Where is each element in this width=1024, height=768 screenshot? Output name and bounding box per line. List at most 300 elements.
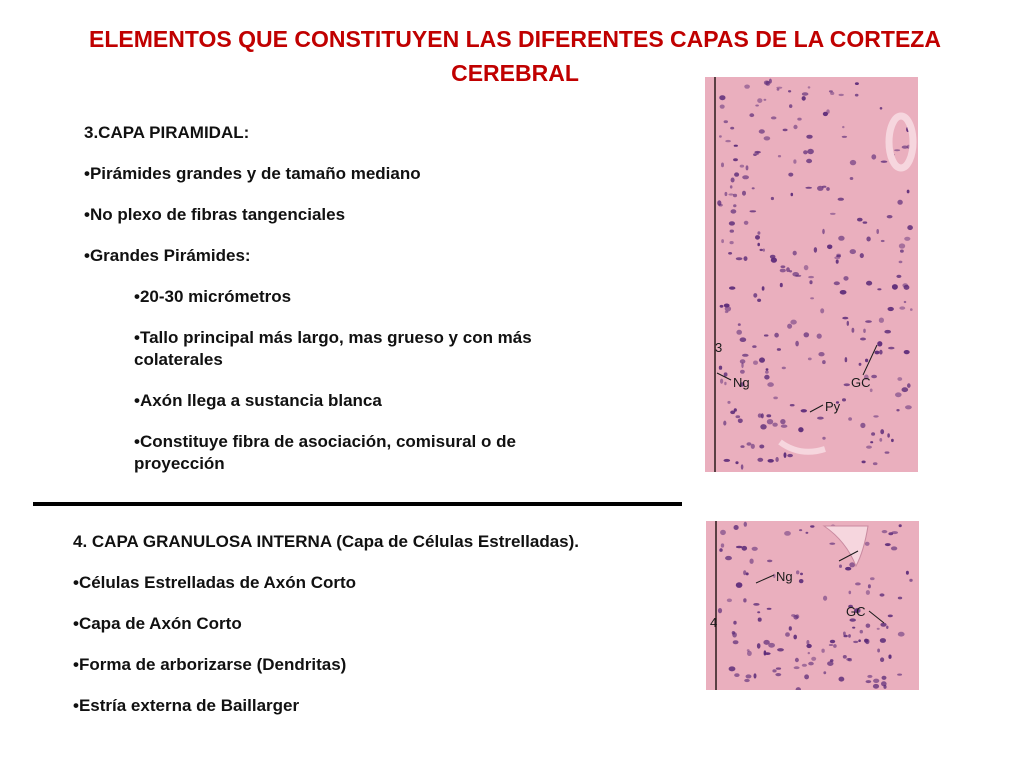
cell-nucleus [795, 341, 799, 347]
cell-nucleus [768, 643, 775, 648]
section3-sub-bullet: •Axón llega a sustancia blanca [134, 391, 382, 410]
cell-nucleus [719, 548, 722, 552]
cell-nucleus [852, 328, 855, 333]
cell-nucleus [740, 165, 744, 168]
cell-nucleus [752, 547, 758, 551]
cell-nucleus [880, 107, 883, 110]
cell-nucleus [863, 329, 866, 333]
cell-nucleus [754, 151, 760, 154]
cell-nucleus [719, 95, 725, 100]
cell-nucleus [800, 573, 803, 576]
micrograph-layer-3 [705, 77, 918, 472]
label-ng: Ng [733, 375, 750, 390]
cell-nucleus [873, 679, 879, 683]
cell-nucleus [793, 635, 797, 640]
cell-nucleus [896, 409, 899, 411]
cell-nucleus [810, 297, 814, 299]
cell-nucleus [733, 621, 736, 625]
cell-nucleus [720, 379, 723, 384]
section4-bullet: •Células Estrelladas de Axón Corto [73, 573, 357, 592]
cell-nucleus [790, 320, 796, 325]
cell-nucleus [757, 243, 760, 247]
cell-nucleus [804, 332, 810, 337]
cell-nucleus [865, 542, 870, 546]
label-py: Py [825, 399, 841, 414]
cell-nucleus [736, 415, 741, 418]
cell-nucleus [888, 615, 893, 618]
cell-nucleus [803, 150, 808, 154]
cell-nucleus [757, 458, 763, 462]
cell-nucleus [844, 383, 850, 386]
cell-nucleus [719, 366, 722, 370]
cell-nucleus [877, 341, 882, 346]
label-gc: GC [851, 375, 871, 390]
cell-nucleus [842, 136, 847, 138]
cell-nucleus [848, 417, 852, 421]
cell-nucleus [731, 178, 735, 183]
cell-nucleus [802, 96, 806, 101]
cell-nucleus [733, 640, 739, 644]
cell-nucleus [897, 674, 902, 676]
cell-nucleus [747, 649, 750, 652]
cell-nucleus [721, 239, 724, 243]
cell-nucleus [788, 90, 791, 92]
cell-nucleus [736, 257, 743, 260]
cell-nucleus [907, 225, 913, 230]
cell-nucleus [896, 275, 901, 278]
cell-nucleus [759, 357, 765, 362]
cell-nucleus [744, 522, 747, 527]
cell-nucleus [796, 570, 799, 574]
cell-nucleus [808, 662, 814, 666]
cell-nucleus [787, 454, 793, 457]
cell-nucleus [724, 120, 728, 123]
cell-nucleus [899, 524, 902, 527]
cell-nucleus [864, 639, 868, 643]
cell-nucleus [757, 299, 761, 302]
cell-nucleus [799, 579, 804, 583]
cell-nucleus [870, 577, 875, 580]
cell-nucleus [882, 530, 888, 533]
cell-nucleus [742, 354, 749, 357]
cell-nucleus [749, 113, 754, 117]
cell-nucleus [720, 305, 724, 308]
cell-nucleus [736, 330, 742, 335]
cell-nucleus [724, 304, 730, 308]
cell-nucleus [755, 235, 760, 240]
cell-nucleus [866, 624, 871, 628]
cell-nucleus [725, 311, 729, 313]
cell-nucleus [823, 671, 826, 674]
cell-nucleus [757, 643, 761, 649]
cell-nucleus [733, 158, 738, 161]
cell-nucleus [804, 674, 809, 679]
cell-nucleus [768, 459, 774, 463]
cell-nucleus [740, 337, 747, 342]
cell-nucleus [866, 281, 872, 286]
cell-nucleus [873, 684, 879, 689]
cell-nucleus [741, 363, 743, 369]
cell-nucleus [771, 197, 774, 200]
cell-nucleus [758, 413, 762, 417]
cell-nucleus [764, 99, 767, 101]
cell-nucleus [814, 247, 817, 253]
cell-nucleus [752, 345, 756, 348]
cell-nucleus [773, 397, 778, 400]
cell-nucleus [730, 230, 734, 233]
cell-nucleus [860, 423, 865, 428]
cell-nucleus [755, 105, 759, 107]
cell-nucleus [904, 301, 907, 303]
cell-nucleus [783, 129, 788, 132]
cell-nucleus [855, 94, 859, 97]
cell-nucleus [881, 681, 887, 686]
cell-nucleus [777, 648, 784, 651]
cell-nucleus [746, 572, 749, 575]
cell-nucleus [830, 92, 834, 95]
section3-sub-bullet: •Tallo principal más largo, mas grueso y con más colaterales [134, 328, 532, 369]
cell-nucleus [867, 675, 872, 678]
cell-nucleus [868, 584, 871, 588]
cell-nucleus [730, 241, 734, 244]
cell-nucleus [744, 221, 749, 225]
cell-nucleus [802, 664, 807, 667]
cell-nucleus [757, 231, 760, 235]
cell-nucleus [747, 442, 752, 446]
cell-nucleus [795, 614, 799, 618]
cell-nucleus [785, 632, 790, 637]
cell-nucleus [875, 351, 880, 355]
cell-nucleus [784, 452, 787, 458]
cell-nucleus [839, 94, 844, 96]
section3-bullet: •No plexo de fibras tangenciales [84, 205, 346, 224]
cell-nucleus [740, 445, 744, 448]
cell-nucleus [789, 626, 792, 630]
cell-nucleus [743, 598, 746, 602]
cell-nucleus [806, 532, 809, 534]
cell-nucleus [891, 546, 897, 550]
cell-nucleus [881, 161, 888, 163]
cell-nucleus [733, 204, 736, 207]
cell-nucleus [776, 87, 782, 89]
cell-nucleus [724, 459, 731, 462]
cell-nucleus [734, 408, 737, 412]
cell-nucleus [822, 437, 825, 440]
section4-bullet: •Capa de Axón Corto [73, 614, 242, 633]
cell-nucleus [735, 461, 738, 464]
cell-nucleus [808, 652, 810, 654]
cell-nucleus [790, 404, 795, 406]
cell-nucleus [806, 135, 812, 139]
cell-nucleus [880, 623, 886, 627]
cell-nucleus [900, 250, 904, 253]
cell-nucleus [762, 286, 765, 290]
cell-nucleus [830, 659, 834, 662]
cell-nucleus [817, 186, 824, 191]
cell-nucleus [777, 88, 780, 90]
cell-nucleus [767, 560, 772, 563]
cell-nucleus [887, 215, 893, 218]
cell-nucleus [744, 679, 750, 682]
cell-nucleus [782, 367, 786, 370]
cell-nucleus [725, 192, 728, 196]
cell-nucleus [724, 372, 728, 376]
cell-nucleus [807, 149, 814, 154]
cell-nucleus [731, 209, 737, 213]
cell-nucleus [870, 441, 873, 443]
section3-heading: 3.CAPA PIRAMIDAL: [84, 123, 250, 142]
cell-nucleus [897, 377, 902, 381]
cell-nucleus [880, 429, 884, 434]
cell-nucleus [810, 525, 814, 527]
cell-nucleus [839, 677, 845, 682]
cell-nucleus [818, 352, 824, 356]
cell-nucleus [757, 611, 760, 613]
cell-nucleus [850, 249, 856, 254]
cell-nucleus [873, 415, 878, 417]
cell-nucleus [767, 608, 772, 610]
cell-nucleus [798, 427, 803, 432]
cell-nucleus [860, 630, 863, 634]
cell-nucleus [886, 626, 888, 629]
cell-nucleus [793, 251, 797, 256]
cell-nucleus [766, 368, 769, 370]
cell-nucleus [721, 163, 724, 168]
cell-nucleus [877, 649, 880, 653]
cell-nucleus [734, 673, 739, 677]
cell-nucleus [866, 446, 872, 449]
cell-nucleus [899, 243, 905, 248]
cell-nucleus [895, 392, 902, 397]
cell-nucleus [753, 361, 758, 365]
cell-nucleus [764, 375, 769, 380]
cell-nucleus [760, 249, 763, 251]
cell-nucleus [881, 240, 885, 242]
cell-nucleus [882, 676, 887, 680]
cell-nucleus [764, 334, 769, 336]
cell-nucleus [866, 237, 870, 242]
cell-nucleus [887, 433, 890, 437]
cell-nucleus [827, 245, 832, 250]
cell-nucleus [764, 650, 767, 655]
cell-nucleus [877, 288, 881, 290]
cell-nucleus [904, 237, 910, 241]
cell-nucleus [736, 582, 743, 588]
cell-nucleus [794, 666, 800, 669]
micrograph-layer-4-image [706, 521, 919, 690]
cell-nucleus [842, 126, 844, 128]
cell-nucleus [784, 531, 791, 536]
cell-nucleus [730, 127, 734, 130]
cell-nucleus [775, 457, 778, 462]
cell-nucleus [847, 321, 849, 326]
cell-nucleus [809, 280, 812, 284]
cell-nucleus [877, 628, 880, 630]
cell-nucleus [753, 603, 759, 606]
divider-rule [33, 502, 682, 506]
cell-nucleus [787, 324, 792, 329]
cell-nucleus [821, 649, 824, 653]
cell-nucleus [842, 398, 846, 401]
cell-nucleus [734, 145, 738, 147]
cell-nucleus [792, 272, 799, 277]
cell-nucleus [765, 371, 769, 374]
cell-nucleus [729, 286, 735, 289]
cell-nucleus [840, 290, 847, 295]
cell-nucleus [776, 667, 781, 669]
cell-nucleus [774, 333, 779, 338]
cell-nucleus [879, 350, 882, 355]
cell-nucleus [891, 439, 894, 442]
cell-nucleus [760, 424, 766, 429]
cell-nucleus [757, 98, 762, 103]
cell-nucleus [838, 198, 844, 201]
cell-nucleus [855, 82, 859, 85]
cell-nucleus [849, 591, 852, 595]
cell-nucleus [729, 666, 736, 671]
cell-nucleus [736, 546, 743, 548]
cell-nucleus [795, 658, 799, 662]
cell-nucleus [845, 357, 848, 362]
cell-nucleus [730, 185, 733, 188]
cell-nucleus [905, 405, 912, 409]
cell-nucleus [850, 177, 854, 180]
cell-nucleus [822, 360, 826, 364]
cell-nucleus [723, 421, 726, 426]
cell-nucleus [724, 382, 726, 385]
cell-nucleus [781, 425, 788, 428]
cell-nucleus [858, 639, 861, 642]
section4-bullet: •Forma de arborizarse (Dendritas) [73, 655, 347, 674]
cell-nucleus [845, 567, 851, 571]
cell-nucleus [859, 363, 862, 366]
cell-nucleus [780, 269, 786, 273]
cell-nucleus [720, 530, 726, 535]
cell-nucleus [734, 172, 739, 176]
cell-nucleus [720, 105, 725, 109]
cell-nucleus [791, 614, 796, 617]
cell-nucleus [866, 680, 872, 683]
section-capa-granulosa-interna [73, 531, 611, 736]
cell-nucleus [904, 350, 910, 354]
section3-sub-bullet: •20-30 micrómetros [134, 287, 292, 306]
cell-nucleus [789, 104, 792, 108]
cell-nucleus [826, 187, 830, 191]
cell-nucleus [836, 255, 841, 258]
cell-nucleus [871, 432, 875, 436]
cell-nucleus [830, 213, 836, 215]
cell-nucleus [741, 464, 744, 469]
cell-nucleus [888, 655, 891, 659]
cell-nucleus [879, 438, 882, 442]
cell-nucleus [772, 669, 776, 672]
cell-nucleus [834, 281, 840, 285]
label-gc: GC [846, 604, 866, 619]
label-ng: Ng [776, 569, 793, 584]
cell-nucleus [865, 359, 868, 363]
cell-nucleus [778, 155, 781, 157]
cell-nucleus [802, 92, 809, 96]
cell-nucleus [880, 657, 884, 662]
cell-nucleus [806, 159, 812, 163]
cell-nucleus [746, 165, 749, 170]
cell-nucleus [853, 641, 858, 643]
section4-heading: 4. CAPA GRANULOSA INTERNA (Capa de Células Estrelladas). [73, 532, 580, 551]
cell-nucleus [880, 593, 885, 596]
cell-nucleus [897, 200, 902, 205]
cell-nucleus [793, 159, 796, 163]
cell-nucleus [843, 276, 848, 281]
cell-nucleus [729, 221, 735, 225]
cell-nucleus [804, 265, 809, 270]
cell-nucleus [829, 644, 833, 646]
layer-number-label: 3 [715, 340, 723, 355]
cell-nucleus [907, 190, 910, 194]
cell-nucleus [906, 571, 909, 575]
section-capa-piramidal [84, 122, 564, 494]
cell-nucleus [910, 308, 913, 311]
cell-nucleus [839, 565, 842, 568]
cell-nucleus [780, 419, 785, 424]
cell-nucleus [721, 543, 724, 547]
cell-nucleus [892, 284, 898, 290]
cell-nucleus [718, 608, 722, 613]
cell-nucleus [902, 387, 909, 392]
cell-nucleus [766, 414, 771, 417]
cell-nucleus [876, 229, 879, 234]
cell-nucleus [727, 401, 730, 404]
cell-nucleus [753, 153, 757, 156]
cell-nucleus [808, 276, 814, 278]
cell-nucleus [734, 525, 739, 530]
micrograph-layer-3-image [705, 77, 918, 472]
cell-nucleus [857, 218, 863, 222]
section3-sub-bullet: •Constituye fibra de asociación, comisural o de proyección [134, 432, 516, 473]
cell-nucleus [725, 556, 732, 560]
cell-nucleus [746, 674, 752, 678]
cell-nucleus [823, 596, 827, 601]
cell-nucleus [752, 187, 755, 189]
cell-nucleus [797, 118, 801, 121]
cell-nucleus [744, 256, 748, 261]
cell-nucleus [738, 323, 741, 326]
cell-nucleus [781, 265, 786, 268]
cell-nucleus [880, 638, 886, 643]
cell-nucleus [829, 543, 835, 545]
section3-bullet: •Grandes Pirámides: [84, 246, 251, 265]
cell-nucleus [826, 109, 829, 113]
cell-nucleus [742, 191, 746, 196]
cell-nucleus [771, 258, 777, 263]
cell-nucleus [909, 579, 912, 582]
cell-nucleus [850, 160, 856, 165]
cell-nucleus [738, 419, 743, 424]
cell-nucleus [885, 543, 891, 546]
cell-nucleus [764, 136, 771, 140]
cell-nucleus [801, 409, 807, 412]
cell-nucleus [750, 559, 754, 564]
cell-nucleus [719, 135, 722, 137]
cell-nucleus [744, 85, 750, 89]
cell-nucleus [852, 627, 855, 629]
section4-bullet: •Estría externa de Baillarger [73, 696, 300, 715]
cell-nucleus [830, 640, 835, 643]
cell-nucleus [902, 146, 908, 149]
cell-nucleus [767, 382, 774, 387]
cell-nucleus [899, 306, 905, 309]
cell-nucleus [728, 252, 732, 255]
cell-nucleus [718, 204, 722, 207]
